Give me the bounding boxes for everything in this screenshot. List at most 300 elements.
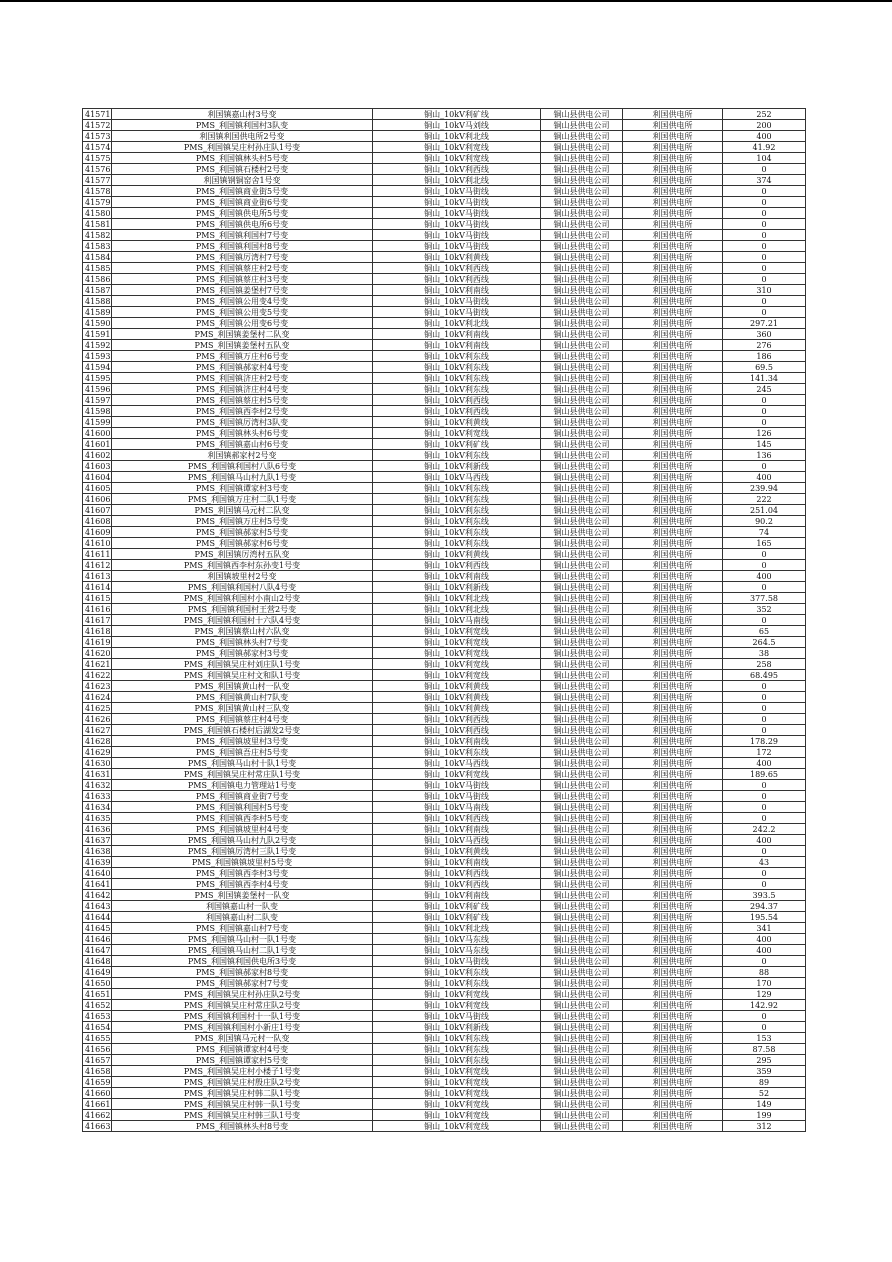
row-id-cell: 41657 xyxy=(83,1055,112,1066)
station-cell: 利国供电所 xyxy=(623,769,723,780)
feeder-line-cell: 铜山_10kV利南线 xyxy=(373,571,541,582)
company-cell: 铜山县供电公司 xyxy=(541,109,623,120)
capacity-cell: 0 xyxy=(723,263,806,274)
company-cell: 铜山县供电公司 xyxy=(541,1000,623,1011)
table-row xyxy=(83,582,806,593)
transformer-name-cell: PMS_利国镇厉湾村三队1号变 xyxy=(112,846,373,857)
row-id-cell: 41591 xyxy=(83,329,112,340)
company-cell: 铜山县供电公司 xyxy=(541,417,623,428)
station-cell: 利国供电所 xyxy=(623,1055,723,1066)
feeder-line-cell: 铜山_10kV利宽线 xyxy=(373,142,541,153)
station-cell: 利国供电所 xyxy=(623,901,723,912)
station-cell: 利国供电所 xyxy=(623,428,723,439)
table-row xyxy=(83,615,806,626)
feeder-line-cell: 铜山_10kV利黄线 xyxy=(373,703,541,714)
feeder-line-cell: 铜山_10kV利西线 xyxy=(373,714,541,725)
transformer-name-cell: PMS_利国镇西李村3号变 xyxy=(112,868,373,879)
table-row xyxy=(83,747,806,758)
feeder-line-cell: 铜山_10kV利东线 xyxy=(373,538,541,549)
company-cell: 铜山县供电公司 xyxy=(541,648,623,659)
transformer-name-cell: PMS_利国镇厉湾村五队变 xyxy=(112,549,373,560)
feeder-line-cell: 铜山_10kV利南线 xyxy=(373,890,541,901)
transformer-name-cell: PMS_利国镇利国村十六队4号变 xyxy=(112,615,373,626)
capacity-cell: 141.34 xyxy=(723,373,806,384)
row-id-cell: 41576 xyxy=(83,164,112,175)
station-cell: 利国供电所 xyxy=(623,846,723,857)
row-id-cell: 41628 xyxy=(83,736,112,747)
capacity-cell: 0 xyxy=(723,802,806,813)
table-row xyxy=(83,373,806,384)
feeder-line-cell: 铜山_10kV马东线 xyxy=(373,934,541,945)
station-cell: 利国供电所 xyxy=(623,1110,723,1121)
company-cell: 铜山县供电公司 xyxy=(541,549,623,560)
capacity-cell: 0 xyxy=(723,219,806,230)
row-id-cell: 41598 xyxy=(83,406,112,417)
capacity-cell: 222 xyxy=(723,494,806,505)
station-cell: 利国供电所 xyxy=(623,692,723,703)
station-cell: 利国供电所 xyxy=(623,483,723,494)
feeder-line-cell: 铜山_10kV利北线 xyxy=(373,131,541,142)
capacity-cell: 43 xyxy=(723,857,806,868)
station-cell: 利国供电所 xyxy=(623,868,723,879)
feeder-line-cell: 铜山_10kV利北线 xyxy=(373,318,541,329)
capacity-cell: 129 xyxy=(723,989,806,1000)
row-id-cell: 41648 xyxy=(83,956,112,967)
station-cell: 利国供电所 xyxy=(623,637,723,648)
row-id-cell: 41587 xyxy=(83,285,112,296)
company-cell: 铜山县供电公司 xyxy=(541,142,623,153)
transformer-name-cell: PMS_利国镇林头村5号变 xyxy=(112,153,373,164)
transformer-name-cell: PMS_利国镇谭家村4号变 xyxy=(112,1044,373,1055)
row-id-cell: 41626 xyxy=(83,714,112,725)
company-cell: 铜山县供电公司 xyxy=(541,747,623,758)
table-row xyxy=(83,1044,806,1055)
table-row xyxy=(83,461,806,472)
transformer-name-cell: PMS_利国镇蔡庄村4号变 xyxy=(112,714,373,725)
feeder-line-cell: 铜山_10kV马街线 xyxy=(373,791,541,802)
company-cell: 铜山县供电公司 xyxy=(541,824,623,835)
station-cell: 利国供电所 xyxy=(623,967,723,978)
transformer-name-cell: PMS_利国镇西李村2号变 xyxy=(112,406,373,417)
transformer-name-cell: PMS_利国镇利国村3队变 xyxy=(112,120,373,131)
station-cell: 利国供电所 xyxy=(623,120,723,131)
capacity-cell: 252 xyxy=(723,109,806,120)
feeder-line-cell: 铜山_10kV马南线 xyxy=(373,615,541,626)
table-row xyxy=(83,1121,806,1132)
row-id-cell: 41611 xyxy=(83,549,112,560)
table-row xyxy=(83,1022,806,1033)
station-cell: 利国供电所 xyxy=(623,791,723,802)
company-cell: 铜山县供电公司 xyxy=(541,428,623,439)
capacity-cell: 90.2 xyxy=(723,516,806,527)
table-row xyxy=(83,472,806,483)
feeder-line-cell: 铜山_10kV马街线 xyxy=(373,197,541,208)
feeder-line-cell: 铜山_10kV利东线 xyxy=(373,747,541,758)
feeder-line-cell: 铜山_10kV利黄线 xyxy=(373,252,541,263)
table-row xyxy=(83,901,806,912)
station-cell: 利国供电所 xyxy=(623,615,723,626)
row-id-cell: 41618 xyxy=(83,626,112,637)
capacity-cell: 400 xyxy=(723,934,806,945)
capacity-cell: 178.29 xyxy=(723,736,806,747)
row-id-cell: 41596 xyxy=(83,384,112,395)
station-cell: 利国供电所 xyxy=(623,164,723,175)
table-row xyxy=(83,1077,806,1088)
table-row xyxy=(83,153,806,164)
row-id-cell: 41606 xyxy=(83,494,112,505)
row-id-cell: 41639 xyxy=(83,857,112,868)
row-id-cell: 41627 xyxy=(83,725,112,736)
capacity-cell: 393.5 xyxy=(723,890,806,901)
capacity-cell: 264.5 xyxy=(723,637,806,648)
feeder-line-cell: 铜山_10kV马刘线 xyxy=(373,120,541,131)
row-id-cell: 41615 xyxy=(83,593,112,604)
station-cell: 利国供电所 xyxy=(623,1066,723,1077)
table-row xyxy=(83,714,806,725)
station-cell: 利国供电所 xyxy=(623,263,723,274)
company-cell: 铜山县供电公司 xyxy=(541,945,623,956)
capacity-cell: 0 xyxy=(723,186,806,197)
capacity-cell: 295 xyxy=(723,1055,806,1066)
table-row xyxy=(83,285,806,296)
row-id-cell: 41631 xyxy=(83,769,112,780)
capacity-cell: 88 xyxy=(723,967,806,978)
capacity-cell: 0 xyxy=(723,230,806,241)
company-cell: 铜山县供电公司 xyxy=(541,131,623,142)
table-row xyxy=(83,450,806,461)
feeder-line-cell: 铜山_10kV利新线 xyxy=(373,582,541,593)
transformer-name-cell: 利国镇利国供电所2号变 xyxy=(112,131,373,142)
transformer-name-cell: 利国镇钢铜窑舍1号变 xyxy=(112,175,373,186)
feeder-line-cell: 铜山_10kV利黄线 xyxy=(373,846,541,857)
station-cell: 利国供电所 xyxy=(623,318,723,329)
table-row xyxy=(83,362,806,373)
feeder-line-cell: 铜山_10kV利北线 xyxy=(373,175,541,186)
feeder-line-cell: 铜山_10kV利宽线 xyxy=(373,1077,541,1088)
capacity-cell: 297.21 xyxy=(723,318,806,329)
row-id-cell: 41583 xyxy=(83,241,112,252)
station-cell: 利国供电所 xyxy=(623,626,723,637)
transformer-name-cell: PMS_利国镇利国村7号变 xyxy=(112,230,373,241)
transformer-name-cell: PMS_利国镇厉湾村7号变 xyxy=(112,252,373,263)
company-cell: 铜山县供电公司 xyxy=(541,318,623,329)
row-id-cell: 41600 xyxy=(83,428,112,439)
row-id-cell: 41610 xyxy=(83,538,112,549)
table-row xyxy=(83,890,806,901)
capacity-cell: 400 xyxy=(723,758,806,769)
capacity-cell: 359 xyxy=(723,1066,806,1077)
station-cell: 利国供电所 xyxy=(623,802,723,813)
feeder-line-cell: 铜山_10kV利宽线 xyxy=(373,1099,541,1110)
company-cell: 铜山县供电公司 xyxy=(541,252,623,263)
transformer-name-cell: PMS_利国镇西李村东孙变1号变 xyxy=(112,560,373,571)
station-cell: 利国供电所 xyxy=(623,582,723,593)
capacity-cell: 126 xyxy=(723,428,806,439)
feeder-line-cell: 铜山_10kV马街线 xyxy=(373,241,541,252)
row-id-cell: 41592 xyxy=(83,340,112,351)
station-cell: 利国供电所 xyxy=(623,1022,723,1033)
transformer-name-cell: PMS_利国镇黄山村三队变 xyxy=(112,703,373,714)
transformer-name-cell: PMS_利国镇吴庄村孙庄队2号变 xyxy=(112,989,373,1000)
feeder-line-cell: 铜山_10kV利宽线 xyxy=(373,1088,541,1099)
table-row xyxy=(83,1088,806,1099)
feeder-line-cell: 铜山_10kV利东线 xyxy=(373,1044,541,1055)
company-cell: 铜山县供电公司 xyxy=(541,1066,623,1077)
row-id-cell: 41601 xyxy=(83,439,112,450)
station-cell: 利国供电所 xyxy=(623,912,723,923)
transformer-name-cell: PMS_利国镇黄山村一队变 xyxy=(112,681,373,692)
table-row xyxy=(83,989,806,1000)
capacity-cell: 0 xyxy=(723,395,806,406)
row-id-cell: 41585 xyxy=(83,263,112,274)
row-id-cell: 41640 xyxy=(83,868,112,879)
table-row xyxy=(83,417,806,428)
table-row xyxy=(83,857,806,868)
feeder-line-cell: 铜山_10kV利西线 xyxy=(373,813,541,824)
transformer-name-cell: PMS_利国镇蔡庄村5号变 xyxy=(112,395,373,406)
capacity-cell: 0 xyxy=(723,197,806,208)
company-cell: 铜山县供电公司 xyxy=(541,802,623,813)
transformer-name-cell: PMS_利国镇万庄村6号变 xyxy=(112,351,373,362)
transformer-name-cell: PMS_利国镇吾庄村5号变 xyxy=(112,747,373,758)
capacity-cell: 352 xyxy=(723,604,806,615)
company-cell: 铜山县供电公司 xyxy=(541,890,623,901)
station-cell: 利国供电所 xyxy=(623,241,723,252)
capacity-cell: 0 xyxy=(723,252,806,263)
feeder-line-cell: 铜山_10kV利宽线 xyxy=(373,769,541,780)
row-id-cell: 41624 xyxy=(83,692,112,703)
station-cell: 利国供电所 xyxy=(623,714,723,725)
feeder-line-cell: 铜山_10kV马南线 xyxy=(373,802,541,813)
row-id-cell: 41630 xyxy=(83,758,112,769)
station-cell: 利国供电所 xyxy=(623,923,723,934)
table-row xyxy=(83,1110,806,1121)
table-row xyxy=(83,340,806,351)
station-cell: 利国供电所 xyxy=(623,703,723,714)
feeder-line-cell: 铜山_10kV利西线 xyxy=(373,263,541,274)
transformer-name-cell: PMS_利国镇西李村5号变 xyxy=(112,813,373,824)
station-cell: 利国供电所 xyxy=(623,747,723,758)
table-row xyxy=(83,934,806,945)
transformer-name-cell: PMS_利国镇西李村4号变 xyxy=(112,879,373,890)
table-row xyxy=(83,978,806,989)
table-row xyxy=(83,527,806,538)
table-row xyxy=(83,846,806,857)
transformer-name-cell: PMS_利国镇马山村九队1号变 xyxy=(112,472,373,483)
transformer-name-cell: 利国镇嘉山村二队变 xyxy=(112,912,373,923)
capacity-cell: 69.5 xyxy=(723,362,806,373)
capacity-cell: 0 xyxy=(723,1022,806,1033)
row-id-cell: 41584 xyxy=(83,252,112,263)
row-id-cell: 41654 xyxy=(83,1022,112,1033)
station-cell: 利国供电所 xyxy=(623,252,723,263)
feeder-line-cell: 铜山_10kV利西线 xyxy=(373,395,541,406)
transformer-name-cell: PMS_利国镇厉湾村3队变 xyxy=(112,417,373,428)
feeder-line-cell: 铜山_10kV马西线 xyxy=(373,758,541,769)
table-row xyxy=(83,868,806,879)
company-cell: 铜山县供电公司 xyxy=(541,692,623,703)
company-cell: 铜山县供电公司 xyxy=(541,241,623,252)
table-row xyxy=(83,296,806,307)
row-id-cell: 41622 xyxy=(83,670,112,681)
company-cell: 铜山县供电公司 xyxy=(541,725,623,736)
feeder-line-cell: 铜山_10kV利宽线 xyxy=(373,648,541,659)
capacity-cell: 0 xyxy=(723,780,806,791)
capacity-cell: 0 xyxy=(723,241,806,252)
station-cell: 利国供电所 xyxy=(623,978,723,989)
feeder-line-cell: 铜山_10kV马街线 xyxy=(373,307,541,318)
feeder-line-cell: 铜山_10kV利东线 xyxy=(373,384,541,395)
row-id-cell: 41655 xyxy=(83,1033,112,1044)
row-id-cell: 41582 xyxy=(83,230,112,241)
row-id-cell: 41637 xyxy=(83,835,112,846)
row-id-cell: 41632 xyxy=(83,780,112,791)
company-cell: 铜山县供电公司 xyxy=(541,835,623,846)
transformer-table xyxy=(82,108,806,1132)
transformer-name-cell: PMS_利国镇姜堡村7号变 xyxy=(112,285,373,296)
station-cell: 利国供电所 xyxy=(623,362,723,373)
capacity-cell: 0 xyxy=(723,461,806,472)
station-cell: 利国供电所 xyxy=(623,439,723,450)
company-cell: 铜山县供电公司 xyxy=(541,538,623,549)
station-cell: 利国供电所 xyxy=(623,670,723,681)
station-cell: 利国供电所 xyxy=(623,406,723,417)
table-row xyxy=(83,725,806,736)
company-cell: 铜山县供电公司 xyxy=(541,197,623,208)
transformer-name-cell: PMS_利国镇郝家村7号变 xyxy=(112,978,373,989)
transformer-name-cell: PMS_利国镇利国村王营2号变 xyxy=(112,604,373,615)
transformer-name-cell: PMS_利国镇吴庄村孙庄队1号变 xyxy=(112,142,373,153)
company-cell: 铜山县供电公司 xyxy=(541,230,623,241)
station-cell: 利国供电所 xyxy=(623,560,723,571)
row-id-cell: 41623 xyxy=(83,681,112,692)
feeder-line-cell: 铜山_10kV利宽线 xyxy=(373,1110,541,1121)
capacity-cell: 374 xyxy=(723,175,806,186)
feeder-line-cell: 铜山_10kV利南线 xyxy=(373,340,541,351)
company-cell: 铜山县供电公司 xyxy=(541,1011,623,1022)
company-cell: 铜山县供电公司 xyxy=(541,164,623,175)
station-cell: 利国供电所 xyxy=(623,1011,723,1022)
company-cell: 铜山县供电公司 xyxy=(541,1088,623,1099)
table-row xyxy=(83,1066,806,1077)
station-cell: 利国供电所 xyxy=(623,131,723,142)
company-cell: 铜山县供电公司 xyxy=(541,846,623,857)
capacity-cell: 87.58 xyxy=(723,1044,806,1055)
feeder-line-cell: 铜山_10kV利北线 xyxy=(373,593,541,604)
row-id-cell: 41653 xyxy=(83,1011,112,1022)
capacity-cell: 0 xyxy=(723,615,806,626)
transformer-name-cell: PMS_利国镇镇坡里村5号变 xyxy=(112,857,373,868)
transformer-name-cell: PMS_利国镇林头村7号变 xyxy=(112,637,373,648)
capacity-cell: 0 xyxy=(723,868,806,879)
feeder-line-cell: 铜山_10kV利西线 xyxy=(373,868,541,879)
station-cell: 利国供电所 xyxy=(623,857,723,868)
transformer-name-cell: PMS_利国镇利国村小南山2号变 xyxy=(112,593,373,604)
station-cell: 利国供电所 xyxy=(623,758,723,769)
station-cell: 利国供电所 xyxy=(623,538,723,549)
company-cell: 铜山县供电公司 xyxy=(541,637,623,648)
table-row xyxy=(83,648,806,659)
transformer-name-cell: PMS_利国镇供电所6号变 xyxy=(112,219,373,230)
transformer-name-cell: PMS_利国镇姜堡村二队变 xyxy=(112,329,373,340)
table-row xyxy=(83,274,806,285)
transformer-name-cell: PMS_利国镇公用变5号变 xyxy=(112,307,373,318)
transformer-name-cell: PMS_利国镇林头村6号变 xyxy=(112,428,373,439)
feeder-line-cell: 铜山_10kV马街线 xyxy=(373,230,541,241)
company-cell: 铜山县供电公司 xyxy=(541,527,623,538)
feeder-line-cell: 铜山_10kV利新线 xyxy=(373,461,541,472)
capacity-cell: 400 xyxy=(723,131,806,142)
feeder-line-cell: 铜山_10kV马街线 xyxy=(373,186,541,197)
company-cell: 铜山县供电公司 xyxy=(541,791,623,802)
capacity-cell: 0 xyxy=(723,582,806,593)
station-cell: 利国供电所 xyxy=(623,450,723,461)
company-cell: 铜山县供电公司 xyxy=(541,593,623,604)
row-id-cell: 41577 xyxy=(83,175,112,186)
company-cell: 铜山县供电公司 xyxy=(541,208,623,219)
feeder-line-cell: 铜山_10kV利南线 xyxy=(373,329,541,340)
transformer-name-cell: PMS_利国镇蔡庄村3号变 xyxy=(112,274,373,285)
station-cell: 利国供电所 xyxy=(623,736,723,747)
transformer-name-cell: PMS_利国镇郝家村4号变 xyxy=(112,362,373,373)
capacity-cell: 65 xyxy=(723,626,806,637)
row-id-cell: 41603 xyxy=(83,461,112,472)
row-id-cell: 41633 xyxy=(83,791,112,802)
station-cell: 利国供电所 xyxy=(623,472,723,483)
feeder-line-cell: 铜山_10kV利宽线 xyxy=(373,989,541,1000)
company-cell: 铜山县供电公司 xyxy=(541,494,623,505)
company-cell: 铜山县供电公司 xyxy=(541,384,623,395)
row-id-cell: 41579 xyxy=(83,197,112,208)
table-row xyxy=(83,406,806,417)
station-cell: 利国供电所 xyxy=(623,593,723,604)
transformer-name-cell: PMS_利国镇黄山村7队变 xyxy=(112,692,373,703)
feeder-line-cell: 铜山_10kV利宽线 xyxy=(373,659,541,670)
row-id-cell: 41620 xyxy=(83,648,112,659)
row-id-cell: 41641 xyxy=(83,879,112,890)
row-id-cell: 41659 xyxy=(83,1077,112,1088)
company-cell: 铜山县供电公司 xyxy=(541,571,623,582)
capacity-cell: 242.2 xyxy=(723,824,806,835)
row-id-cell: 41617 xyxy=(83,615,112,626)
station-cell: 利国供电所 xyxy=(623,945,723,956)
table-row xyxy=(83,824,806,835)
table-row xyxy=(83,186,806,197)
feeder-line-cell: 铜山_10kV利西线 xyxy=(373,879,541,890)
transformer-name-cell: 利国镇坡里村2号变 xyxy=(112,571,373,582)
row-id-cell: 41575 xyxy=(83,153,112,164)
table-row xyxy=(83,780,806,791)
table-row xyxy=(83,637,806,648)
station-cell: 利国供电所 xyxy=(623,1000,723,1011)
row-id-cell: 41658 xyxy=(83,1066,112,1077)
feeder-line-cell: 铜山_10kV利南线 xyxy=(373,285,541,296)
table-row xyxy=(83,549,806,560)
transformer-name-cell: PMS_利国镇电力管理站1号变 xyxy=(112,780,373,791)
capacity-cell: 0 xyxy=(723,406,806,417)
feeder-line-cell: 铜山_10kV利宽线 xyxy=(373,626,541,637)
company-cell: 铜山县供电公司 xyxy=(541,1044,623,1055)
row-id-cell: 41605 xyxy=(83,483,112,494)
capacity-cell: 0 xyxy=(723,692,806,703)
feeder-line-cell: 铜山_10kV马街线 xyxy=(373,219,541,230)
table-row xyxy=(83,175,806,186)
company-cell: 铜山县供电公司 xyxy=(541,989,623,1000)
station-cell: 利国供电所 xyxy=(623,1088,723,1099)
company-cell: 铜山县供电公司 xyxy=(541,703,623,714)
transformer-name-cell: PMS_利国镇吴庄村常庄队1号变 xyxy=(112,769,373,780)
company-cell: 铜山县供电公司 xyxy=(541,351,623,362)
